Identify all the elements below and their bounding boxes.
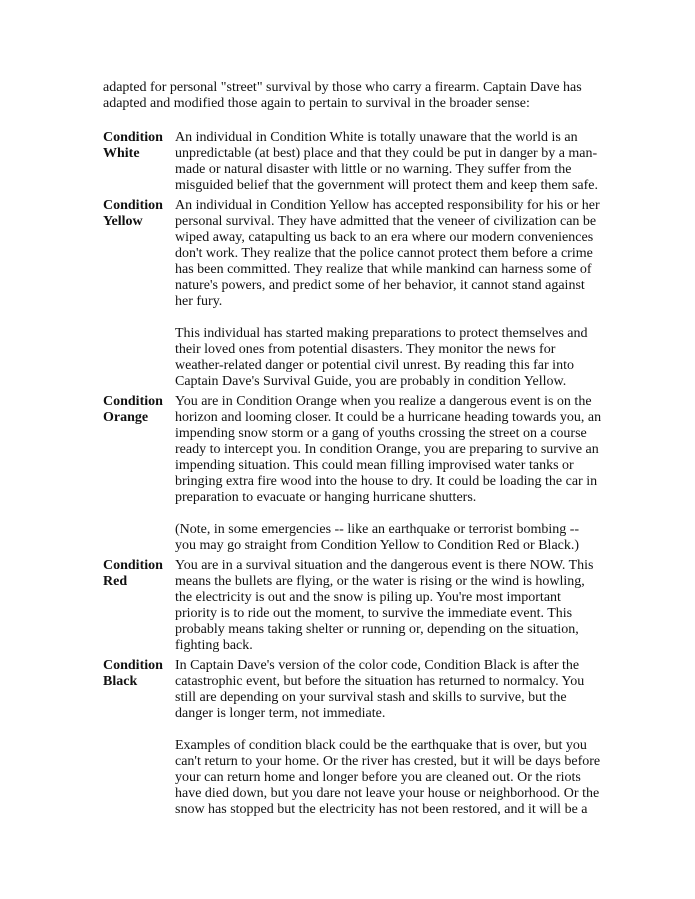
term-word: Condition [103, 198, 163, 213]
description-paragraph: Examples of condition black could be the earthquake that is over, but you can't return to your home. Or the river has crested, but it will be days before your can return home and longer before you are cleaned out. Or the riots have died down, but you dare not leave your house or neighborhood. Or the snow has stopped but the electricity has not been restored, and it will be a [175, 738, 601, 817]
term-word: Condition [103, 130, 163, 145]
condition-term [103, 394, 175, 554]
term-word: Condition [103, 558, 163, 573]
condition-orange [103, 394, 603, 554]
condition-term [103, 198, 175, 390]
description-paragraph: This individual has started making preparations to protect themselves and their loved ones from potential disasters. They monitor the news for weather-related danger or potential civil unrest. By reading this far into Captain Dave's Survival Guide, you are probably in condition Yellow. [175, 326, 588, 389]
condition-term [103, 558, 175, 654]
term-color: Black [103, 674, 138, 689]
term-color: Orange [103, 410, 149, 425]
condition-red [103, 558, 603, 654]
condition-description [175, 558, 603, 654]
condition-term [103, 130, 175, 194]
description-paragraph: You are in a survival situation and the dangerous event is there NOW. This means the bullets are flying, or the water is rising or the wind is howling, the electricity is out and the snow is piling up. You're most important priority is to ride out the moment, to survive the immediate event. This probably means taking shelter or running or, depending on the situation, fighting back. [175, 558, 594, 653]
term-color: Yellow [103, 214, 143, 229]
condition-description [175, 394, 603, 554]
description-paragraph: An individual in Condition Yellow has accepted responsibility for his or her personal survival. They have admitted that the veneer of civilization can be wiped away, catapulting us back to an era where our modern conveniences don't work. They realize that the police cannot protect them before a crime has been committed. They realize that while mankind can harness some of nature's powers, and predict some of her behavior, it cannot stand against her fury. [175, 198, 600, 309]
description-paragraph: (Note, in some emergencies -- like an earthquake or terrorist bombing -- you may go straight from Condition Yellow to Condition Red or Black.) [175, 522, 580, 553]
term-word: Condition [103, 658, 163, 673]
term-color: White [103, 146, 140, 161]
intro-paragraph: adapted for personal "street" survival by those who carry a firearm. Captain Dave has adapted and modified those again to pertain to survival in the broader sense: [103, 80, 582, 111]
term-word: Condition [103, 394, 163, 409]
condition-description [175, 130, 603, 194]
condition-white [103, 130, 603, 194]
document-page [103, 80, 603, 822]
condition-yellow [103, 198, 603, 390]
description-paragraph: You are in Condition Orange when you realize a dangerous event is on the horizon and looming closer. It could be a hurricane heading towards you, an impending snow storm or a gang of youths crossing the street on a course ready to intercept you. In condition Orange, you are preparing to survive an impending situation. This could mean filling improvised water tanks or bringing extra fire wood into the house to dry. It could be loading the car in preparation to evacuate or hanging hurricane shutters. [175, 394, 602, 505]
condition-term [103, 658, 175, 818]
condition-black [103, 658, 603, 818]
description-paragraph: An individual in Condition White is totally unaware that the world is an unpredictable (at best) place and that they could be put in danger by a man-made or natural disaster with little or no warning. They suffer from the misguided belief that the government will protect them and keep them safe. [175, 130, 598, 193]
description-paragraph: In Captain Dave's version of the color code, Condition Black is after the catastrophic event, but before the situation has returned to normalcy. You still are depending on your survival stash and skills to survive, but the danger is longer term, not immediate. [175, 658, 585, 721]
condition-description [175, 198, 603, 390]
term-color: Red [103, 574, 128, 589]
condition-description [175, 658, 603, 818]
